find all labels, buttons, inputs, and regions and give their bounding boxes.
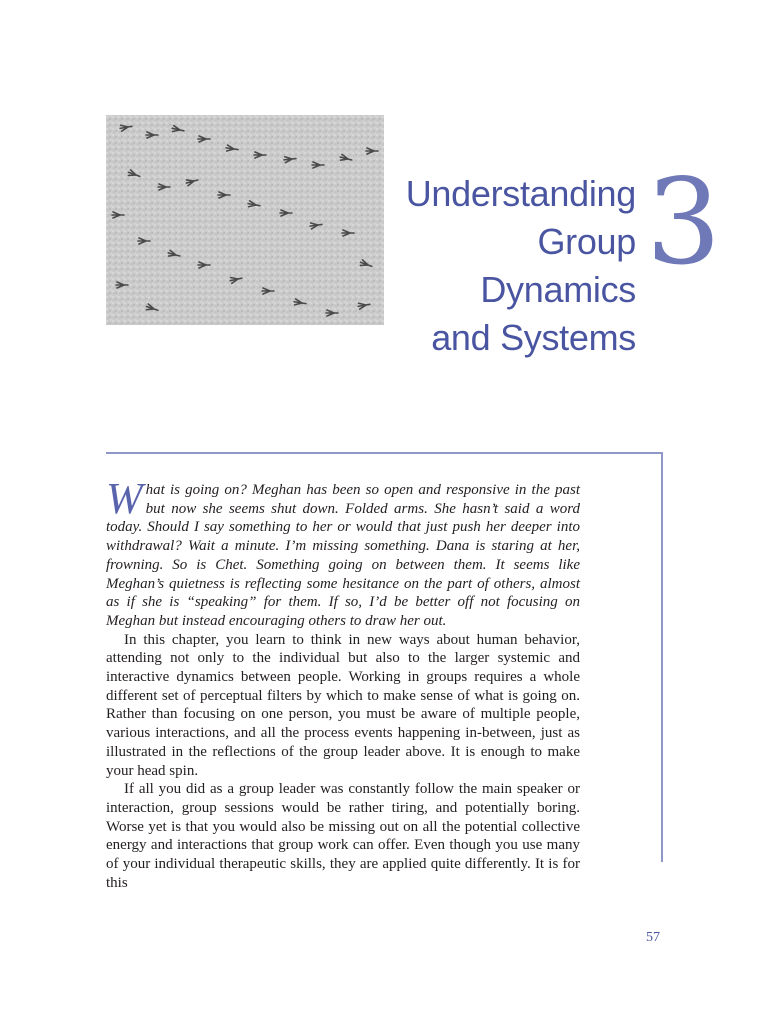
chapter-body xyxy=(106,474,580,892)
frame-right-rule xyxy=(661,452,663,862)
page-number: 57 xyxy=(646,930,660,945)
body-paragraph: In this chapter, you learn to think in new ways about human behavior, attending not only to the individual but also to the larger systemic and interactive dynamics between people. Working in groups requires a whole different set of perceptual filters by which to make sense of what is going on. Rather than focusing on one person, you must be aware of multiple people, various interactions, and all the process events happening in-between, just as illustrated in the reflections of the group leader above. It is enough to make your head spin. xyxy=(106,631,580,779)
chapter-number: 3 xyxy=(646,153,722,291)
chapter-title-line: Dynamics xyxy=(480,269,636,310)
intro-vignette xyxy=(106,474,580,631)
bird-tracks-photo xyxy=(106,115,384,325)
chapter-title-line: Group xyxy=(537,221,636,262)
body-paragraph: If all you did as a group leader was constantly follow the main speaker or interaction, group sessions would be rather tiring, and potentially boring. Worse yet is that you would also be missing out on all the potential collective energy and interactions that group work can offer. Even though you use many of your individual therapeutic skills, they are applied quite differently. It is for this xyxy=(106,781,580,891)
bird-tracks-in-snow-icon xyxy=(106,115,384,325)
chapter-title-line: Understanding xyxy=(405,173,636,214)
chapter-title xyxy=(406,170,636,362)
drop-cap: W xyxy=(106,474,143,523)
frame-top-rule xyxy=(106,452,663,454)
intro-text: hat is going on? Meghan has been so open and responsive in the past but now she seems shut down. Folded arms. She hasn’t said a word today. Should I say something to her or would that just push her deeper into withdrawal? Wait a minute. I’m missing something. Dana is staring at her, frowning. So is Chet. Something going on between them. It seems like Meghan’s quietness is reflecting some hesitance on the part of others, almost as if she is “speaking” for them. If so, I’d be better off not focusing on Meghan but instead encouraging others to draw her out. xyxy=(106,482,580,629)
chapter-title-line: and Systems xyxy=(431,317,636,358)
